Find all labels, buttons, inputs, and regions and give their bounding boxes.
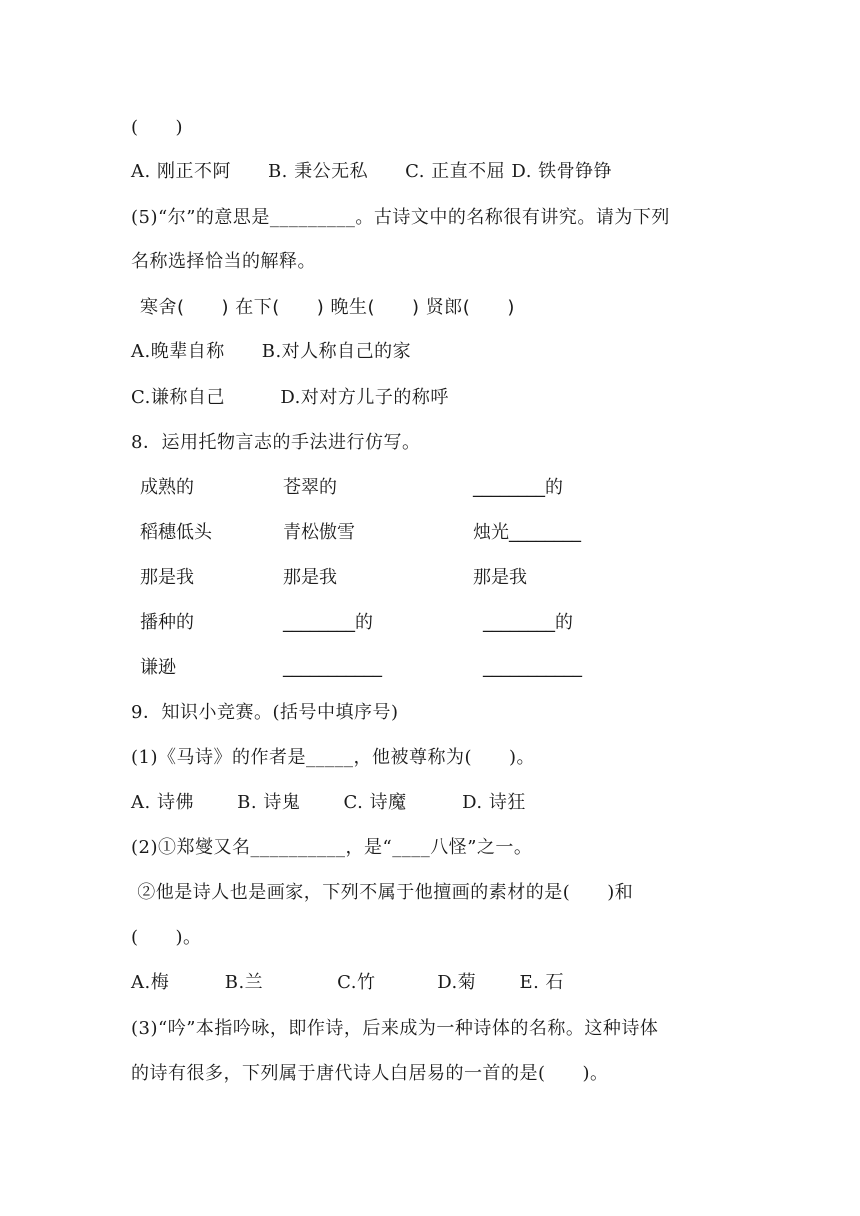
- q8-col1-row3: 那是我: [140, 567, 194, 588]
- q8-col3-row2: 烛光________: [473, 522, 581, 543]
- q8-col1-row4: 播种的: [140, 612, 194, 633]
- q9-sub3-line2: 的诗有很多，下列属于唐代诗人白居易的一首的是( )。: [131, 1063, 609, 1084]
- q8-col1-row5: 谦逊: [140, 657, 176, 678]
- q7-options-ab: A.晚辈自称 B.对人称自己的家: [131, 341, 412, 362]
- q7-sub5-line2: 名称选择恰当的解释。: [131, 251, 316, 272]
- q9-sub2-line3: ( )。: [131, 927, 202, 948]
- q8-col2-row1: 苍翠的: [283, 477, 337, 498]
- q9-sub2-options: A.梅 B.兰 C.竹 D.菊 E. 石: [131, 972, 565, 993]
- q7-paren-line: ( ): [131, 117, 184, 138]
- q9-sub2-line1: (2)①郑燮又名__________，是“____八怪”之一。: [131, 837, 533, 858]
- q9-sub2-line2: ②他是诗人也是画家，下列不属于他擅画的素材的是( )和: [131, 882, 634, 903]
- q8-col3-row4: ________的: [483, 612, 573, 633]
- q9-sub3-line1: (3)“吟”本指吟咏，即作诗，后来成为一种诗体的名称。这种诗体: [131, 1018, 659, 1039]
- q8-title: 8．运用托物言志的手法进行仿写。: [131, 432, 421, 453]
- q8-col3-row1: ________的: [473, 477, 563, 498]
- q9-sub1: (1)《马诗》的作者是_____，他被尊称为( )。: [131, 747, 536, 768]
- q7-options-4: A. 刚正不阿 B. 秉公无私 C. 正直不屈 D. 铁骨铮铮: [131, 161, 613, 182]
- q8-col3-row5: ___________: [483, 657, 582, 678]
- q7-options-cd: C.谦称自己 D.对对方儿子的称呼: [131, 387, 449, 408]
- q7-terms-line: 寒舍( ) 在下( ) 晚生( ) 贤郎( ): [140, 297, 515, 318]
- q8-col2-row4: ________的: [283, 612, 373, 633]
- q8-col2-row2: 青松傲雪: [283, 522, 355, 543]
- q9-title: 9．知识小竞赛。(括号中填序号): [131, 702, 399, 723]
- q8-col2-row5: ___________: [283, 657, 382, 678]
- q8-col1-row2: 稻穗低头: [140, 522, 212, 543]
- q7-sub5-line1: (5)“尔”的意思是_________。古诗文中的名称很有讲究。请为下列: [131, 207, 670, 228]
- q8-col3-row3: 那是我: [473, 567, 527, 588]
- q8-col1-row1: 成熟的: [140, 477, 194, 498]
- q9-sub1-options: A. 诗佛 B. 诗鬼 C. 诗魔 D. 诗狂: [131, 792, 526, 813]
- q8-col2-row3: 那是我: [283, 567, 337, 588]
